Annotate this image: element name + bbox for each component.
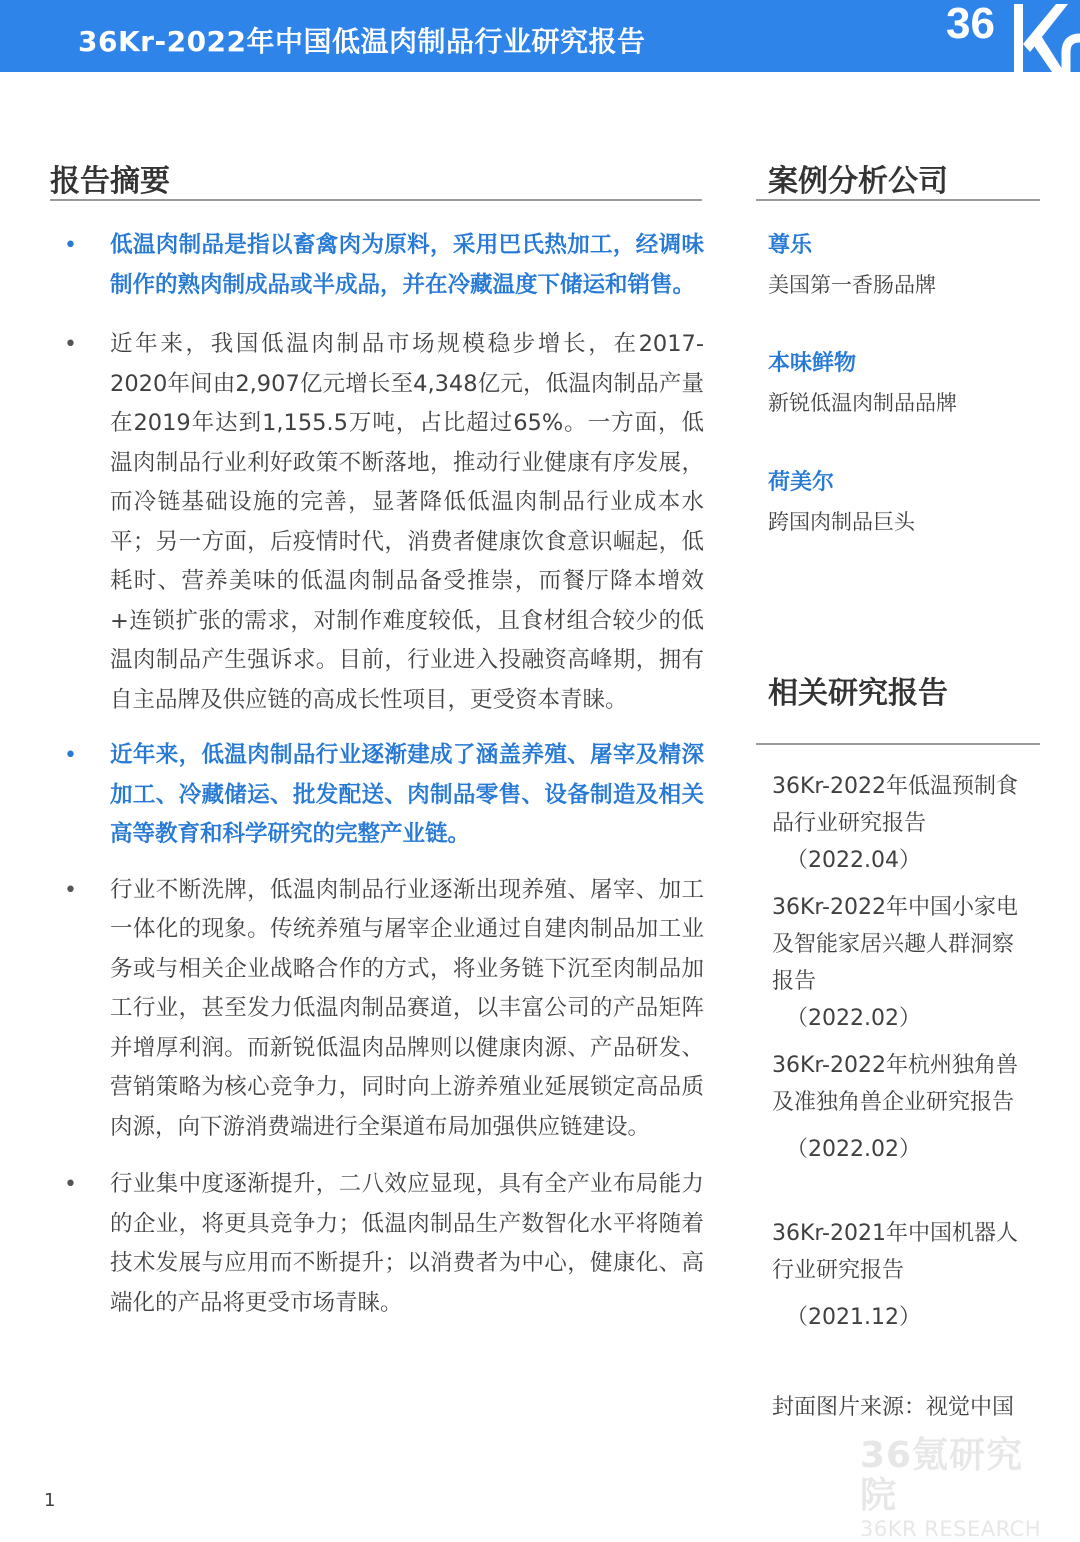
bullet-dot-icon: • [64,332,77,357]
bullet-dot-icon: • [64,743,77,768]
related-divider [756,743,1040,745]
related-report-title[interactable]: 36Kr-2022年低温预制食品行业研究报告 [772,774,1018,836]
watermark-sub: 36KR RESEARCH [860,1517,1042,1541]
cases-heading: 案例分析公司 [768,164,948,199]
case-item-benwei [768,346,1038,422]
related-report-date: （2021.12） [786,1305,921,1330]
36kr-logo [944,0,1080,72]
related-report-item[interactable] [772,768,1034,879]
bullet-dot-icon: • [64,877,77,903]
summary-bullet [64,736,704,855]
page-number: 1 [44,1490,56,1511]
related-report-title[interactable]: 36Kr-2021年中国机器人行业研究报告 [772,1221,1018,1283]
report-title: 36Kr-2022年中国低温肉制品行业研究报告 [78,25,646,58]
case-name: 荷美尔 [768,470,835,495]
cases-divider [756,199,1040,201]
bullet-dot-icon: • [64,233,77,258]
case-item-zunle [768,228,1038,304]
summary-bullet [64,1165,704,1323]
summary-bullet [64,226,704,305]
summary-bullet-text: 行业集中度逐渐提升，二八效应显现，具有全产业布局能力的企业，将更具竞争力；低温肉制品生产数智化水平将随着技术发展与应用而不断提升；以消费者为中心，健康化、高端化的产品将更受市场青睐。 [110,1171,704,1316]
related-report-date: （2022.04） [786,848,921,873]
summary-bullet-text: 近年来，我国低温肉制品市场规模稳步增长，在2017-2020年间由2,907亿元增长至4,348亿元，低温肉制品产量在2019年达到1,155.5万吨，占比超过65%。一方面，低温肉制品行业利好政策不断落地，推动行业健康有序发展，而冷链基础设施的完善，显著降低低温肉制品行业成本水平；另一方面，后疫情时代，消费者健康饮食意识崛起，低耗时、营养美味的低温肉制品备受推崇，而餐厅降本增效+连锁扩张的需求，对制作难度较低，且食材组合较少的低温肉制品产生强诉求。目前，行业进入投融资高峰期，拥有自主品牌及供应链的高成长性项目，更受资本青睐。 [110,331,704,713]
36kr-research-watermark [860,1436,1060,1542]
related-report-item[interactable] [772,1215,1034,1336]
summary-bullet-list [64,226,704,1323]
case-desc: 跨国肉制品巨头 [768,510,915,534]
related-report-item[interactable] [772,1047,1034,1168]
bullet-dot-icon: • [64,1172,77,1197]
related-report-title[interactable]: 36Kr-2022年中国小家电及智能家居兴趣人群洞察报告 [772,895,1018,994]
cover-image-source: 封面图片来源：视觉中国 [772,1395,1015,1420]
summary-bullet [64,325,704,720]
related-heading: 相关研究报告 [768,676,948,711]
related-report-item[interactable] [772,889,1034,1037]
watermark-main: 36氪研究院 [860,1435,1024,1516]
svg-text:36: 36 [946,0,995,48]
summary-bullet [64,871,704,1148]
case-name: 本味鲜物 [768,351,857,376]
summary-divider [50,199,702,201]
summary-bullet-text: 低温肉制品是指以畜禽肉为原料，采用巴氏热加工，经调味制作的熟肉制成品或半成品，并在冷藏温度下储运和销售。 [110,232,704,298]
case-item-hormel [768,465,1038,541]
summary-bullet-text: 近年来，低温肉制品行业逐渐建成了涵盖养殖、屠宰及精深加工、冷藏储运、批发配送、肉制品零售、设备制造及相关高等教育和科学研究的完整产业链。 [110,742,704,847]
case-name: 尊乐 [768,233,813,258]
related-report-title[interactable]: 36Kr-2022年杭州独角兽及准独角兽企业研究报告 [772,1053,1018,1115]
case-desc: 新锐低温肉制品品牌 [768,391,957,415]
summary-bullet-text: 行业不断洗牌，低温肉制品行业逐渐出现养殖、屠宰、加工一体化的现象。传统养殖与屠宰企业通过自建肉制品加工业务或与相关企业战略合作的方式，将业务链下沉至肉制品加工行业，甚至发力低温肉制品赛道，以丰富公司的产品矩阵并增厚利润。而新锐低温肉品牌则以健康肉源、产品研发、营销策略为核心竞争力，同时向上游养殖业延展锁定高品质肉源，向下游消费端进行全渠道布局加强供应链建设。 [110,876,704,1140]
header-bar [0,0,1080,72]
case-desc: 美国第一香肠品牌 [768,273,936,297]
summary-heading: 报告摘要 [50,164,170,199]
related-report-date: （2022.02） [786,1137,921,1162]
related-report-date: （2022.02） [786,1006,921,1031]
